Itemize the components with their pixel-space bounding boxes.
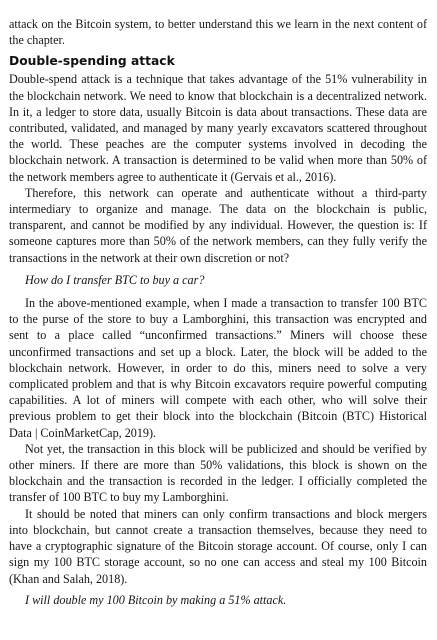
paragraph-third-party: Therefore, this network can operate and authenticate without a third-party intermediary to organize and manage. The data on the blockchain is public, transparent, and cannot be modified by any individual. However, the question is: If someone captures more than 50% of the network members, can they fully verify the transactions in the network at their own discretion or not? — [9, 185, 427, 265]
paragraph-example: In the above-mentioned example, when I made a transaction to transfer 100 BTC to the purse of the store to buy a Lamborghini, this transaction was encrypted and sent to a place called “unconfirmed transactions.” Miners will choose these unconfirmed transactions and set up a block. Later, the block will be added to the blockchain network. However, in order to do this, miners need to solve a very complicated problem and that is why Bitcoin excavators require powerful computing capabilities. A lot of miners will compete with each other, who will solve their previous problem to get their block into the blockchain (Bitcoin (BTC) Historical Data | CoinMarketCap, 2019). — [9, 296, 427, 440]
section-heading: Double-spending attack — [9, 54, 175, 69]
italic-closing-statement: I will double my 100 Bitcoin by making a 51% attack. — [25, 592, 287, 607]
paragraph-verification: Not yet, the transaction in this block will be publicized and should be verified by other miners. If there are more than 50% validations, this block is shown on the blockchain and the transaction is recorded in the ledger. I officially completed the transfer of 100 BTC to buy my Lamborghini. — [9, 441, 427, 505]
italic-question: How do I transfer BTC to buy a car? — [25, 272, 205, 287]
document-page — [9, 16, 427, 608]
paragraph-miners-note: It should be noted that miners can only confirm transactions and block mergers into blockchain, but cannot create a transaction themselves, because they need to have a cryptographic signature of the Bitcoin storage account. Of course, only I can sign my 100 BTC storage account, so no one can access and steal my 100 Bitcoin (Khan and Salah, 2018). — [9, 506, 427, 586]
paragraph-definition: Double-spend attack is a technique that takes advantage of the 51% vulnerability in the blockchain network. We need to know that blockchain is a decentralized network. In it, a ledger to store data, usually Bitcoin is data about transactions. These data are contributed, validated, and managed by many yearly excavators scattered throughout the world. These peaches are the computer systems involved in decoding the blockchain network. A transaction is determined to be valid when more than 50% of the network members agree to authenticate it (Gervais et al., 2016). — [9, 72, 427, 184]
intro-paragraph: attack on the Bitcoin system, to better understand this we learn in the next content of the chapter. — [9, 17, 427, 48]
